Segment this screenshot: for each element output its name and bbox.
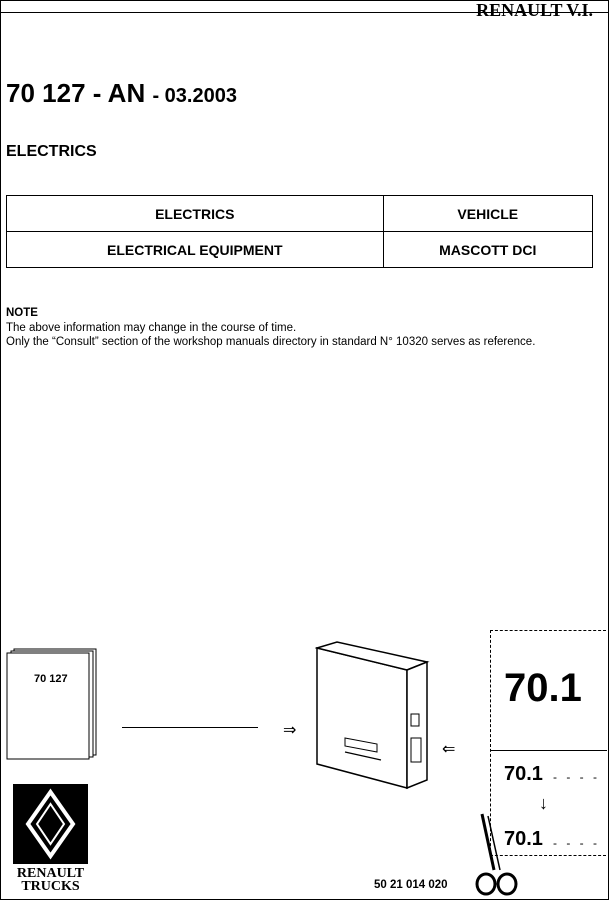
binder-icon: [315, 640, 430, 790]
table-cell: ELECTRICS: [7, 196, 384, 232]
table-row: [7, 232, 593, 268]
table-cell: MASCOTT DCI: [383, 232, 593, 268]
note-line: The above information may change in the course of time.: [6, 321, 297, 334]
table-cell: ELECTRICAL EQUIPMENT: [7, 232, 384, 268]
reference-number: 50 21 014 020: [374, 879, 448, 891]
table-cell: VEHICLE: [383, 196, 593, 232]
scissors-icon: [474, 812, 520, 896]
document-title: [6, 78, 237, 109]
header-brand: RENAULT V.I.: [476, 0, 593, 20]
renault-trucks-logo: [13, 784, 88, 892]
tab-number-small: 70.1: [504, 763, 543, 785]
table-row: [7, 196, 593, 232]
info-table: [6, 195, 593, 268]
tab-number-large: 70.1: [504, 666, 582, 710]
tab-number-small: 70.1: [504, 828, 543, 850]
arrow-left-icon: ⇐: [442, 741, 456, 758]
arrow-right-icon: ⇒: [283, 722, 297, 739]
document-code: 70 127 - AN: [6, 78, 146, 108]
note-line: Only the “Consult” section of the workshop manuals directory in standard N° 10320 serves as reference.: [6, 336, 536, 348]
section-heading: ELECTRICS: [6, 143, 97, 160]
document-date: - 03.2003: [152, 85, 237, 107]
tab-separator: [490, 750, 607, 751]
booklet-label: 70 127: [34, 673, 68, 685]
note-title: NOTE: [6, 307, 38, 319]
tab-dots: - - - -: [553, 836, 600, 850]
down-arrow-icon: ↓: [539, 793, 548, 813]
note-block: [6, 306, 535, 350]
svg-text:RENAULT: RENAULT: [16, 866, 85, 881]
svg-text:TRUCKS: TRUCKS: [21, 879, 80, 892]
tab-dots: - - - -: [553, 770, 600, 784]
booklet-stack-icon: [6, 648, 98, 760]
connector-line: [122, 727, 258, 728]
